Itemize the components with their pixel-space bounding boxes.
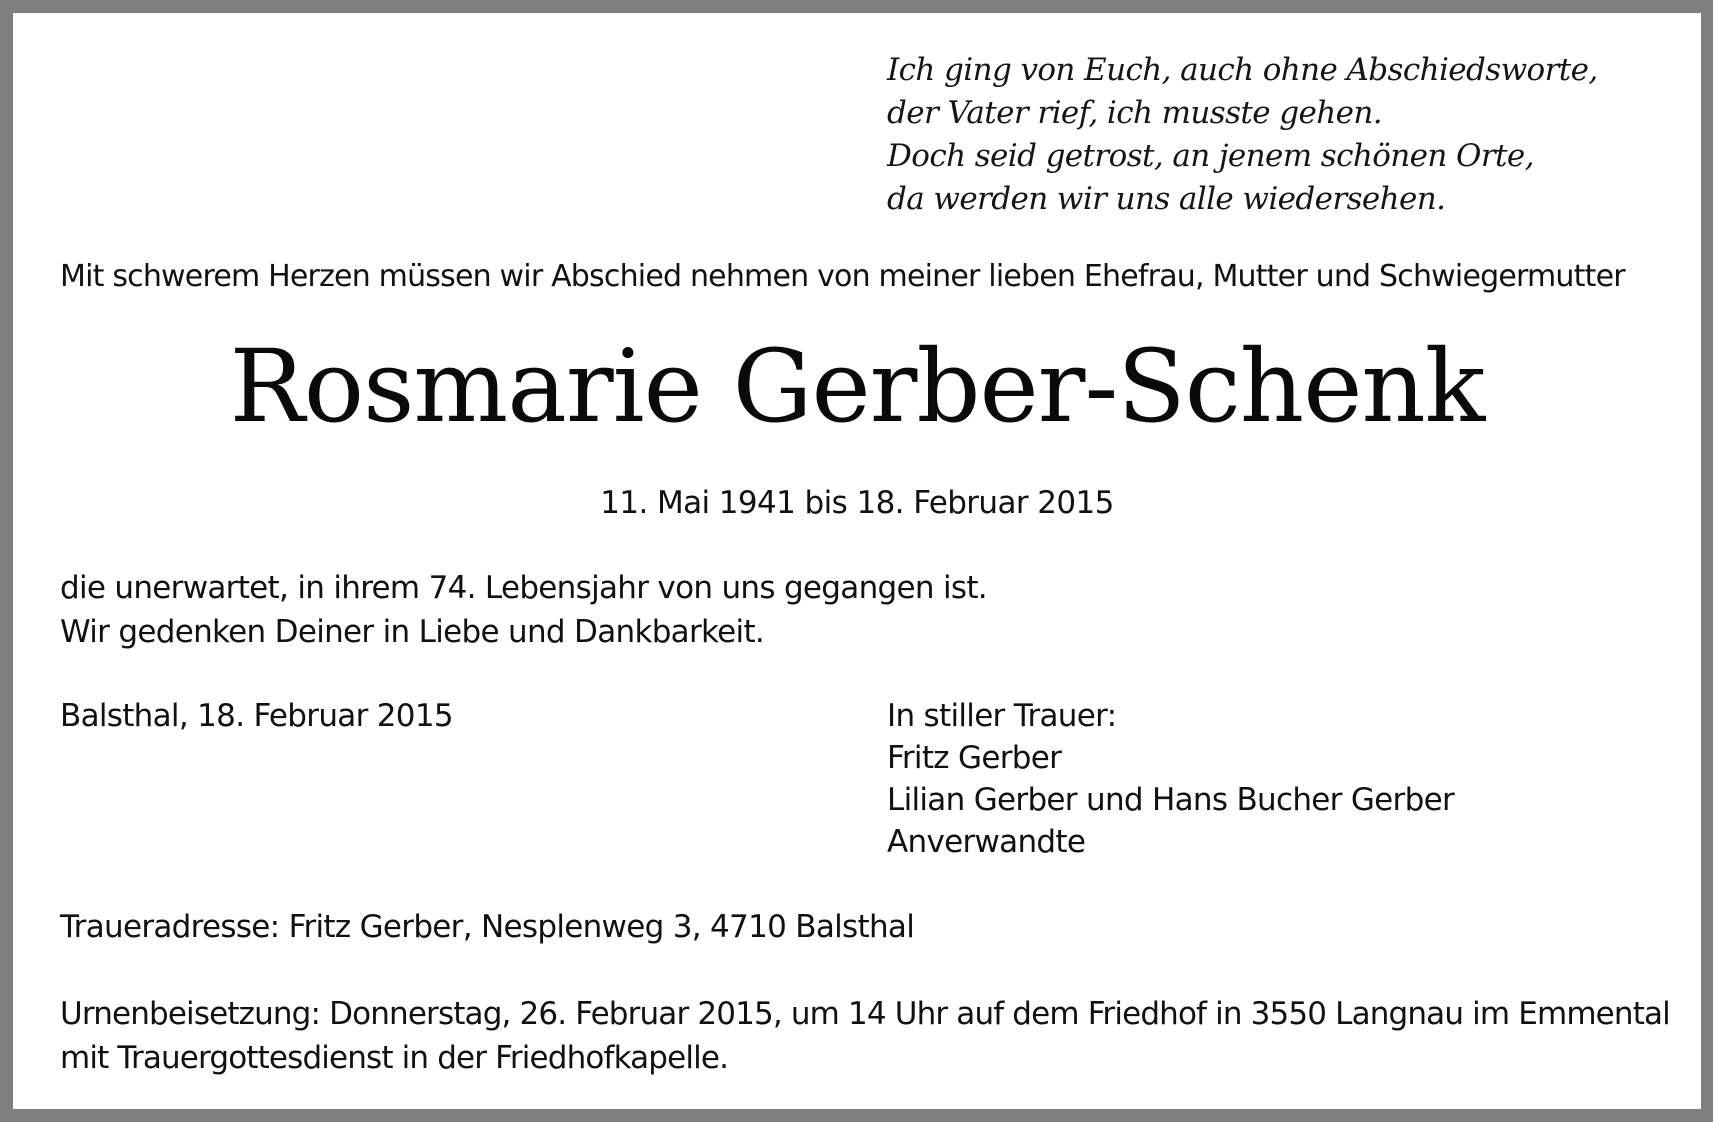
deceased-name: Rosmarie Gerber-Schenk [229,328,1485,445]
mourner-name: Fritz Gerber [887,740,1062,776]
mourners-heading: In stiller Trauer: [887,698,1117,734]
burial-info [60,992,1670,1080]
memorial-text [60,566,987,654]
mourner-name: Lilian Gerber und Hans Bucher Gerber [887,782,1454,818]
memorial-line: die unerwartet, in ihrem 74. Lebensjahr von uns gegangen ist. [60,570,987,606]
burial-line: Urnenbeisetzung: Donnerstag, 26. Februar 2015, um 14 Uhr auf dem Friedhof in 3550 Langnau im Emmental [60,996,1670,1032]
poem-line: Doch seid getrost, an jenem schönen Orte, [887,138,1534,174]
mourners-list [887,695,1454,863]
burial-line: mit Trauergottesdienst in der Friedhofkapelle. [60,1040,729,1076]
poem-line: Ich ging von Euch, auch ohne Abschiedsworte, [887,52,1598,88]
mourner-name: Anverwandte [887,824,1086,860]
mourning-address: Traueradresse: Fritz Gerber, Nesplenweg 3, 4710 Balsthal [60,909,915,945]
life-dates: 11. Mai 1941 bis 18. Februar 2015 [600,485,1114,521]
place-and-date: Balsthal, 18. Februar 2015 [60,698,453,734]
memorial-line: Wir gedenken Deiner in Liebe und Dankbarkeit. [60,614,765,650]
obituary-notice [13,13,1701,1109]
intro-text: Mit schwerem Herzen müssen wir Abschied nehmen von meiner lieben Ehefrau, Mutter und Schwiegermutter [60,259,1625,294]
poem-line: da werden wir uns alle wiedersehen. [887,181,1446,217]
poem [887,49,1598,221]
poem-line: der Vater rief, ich musste gehen. [887,95,1382,131]
